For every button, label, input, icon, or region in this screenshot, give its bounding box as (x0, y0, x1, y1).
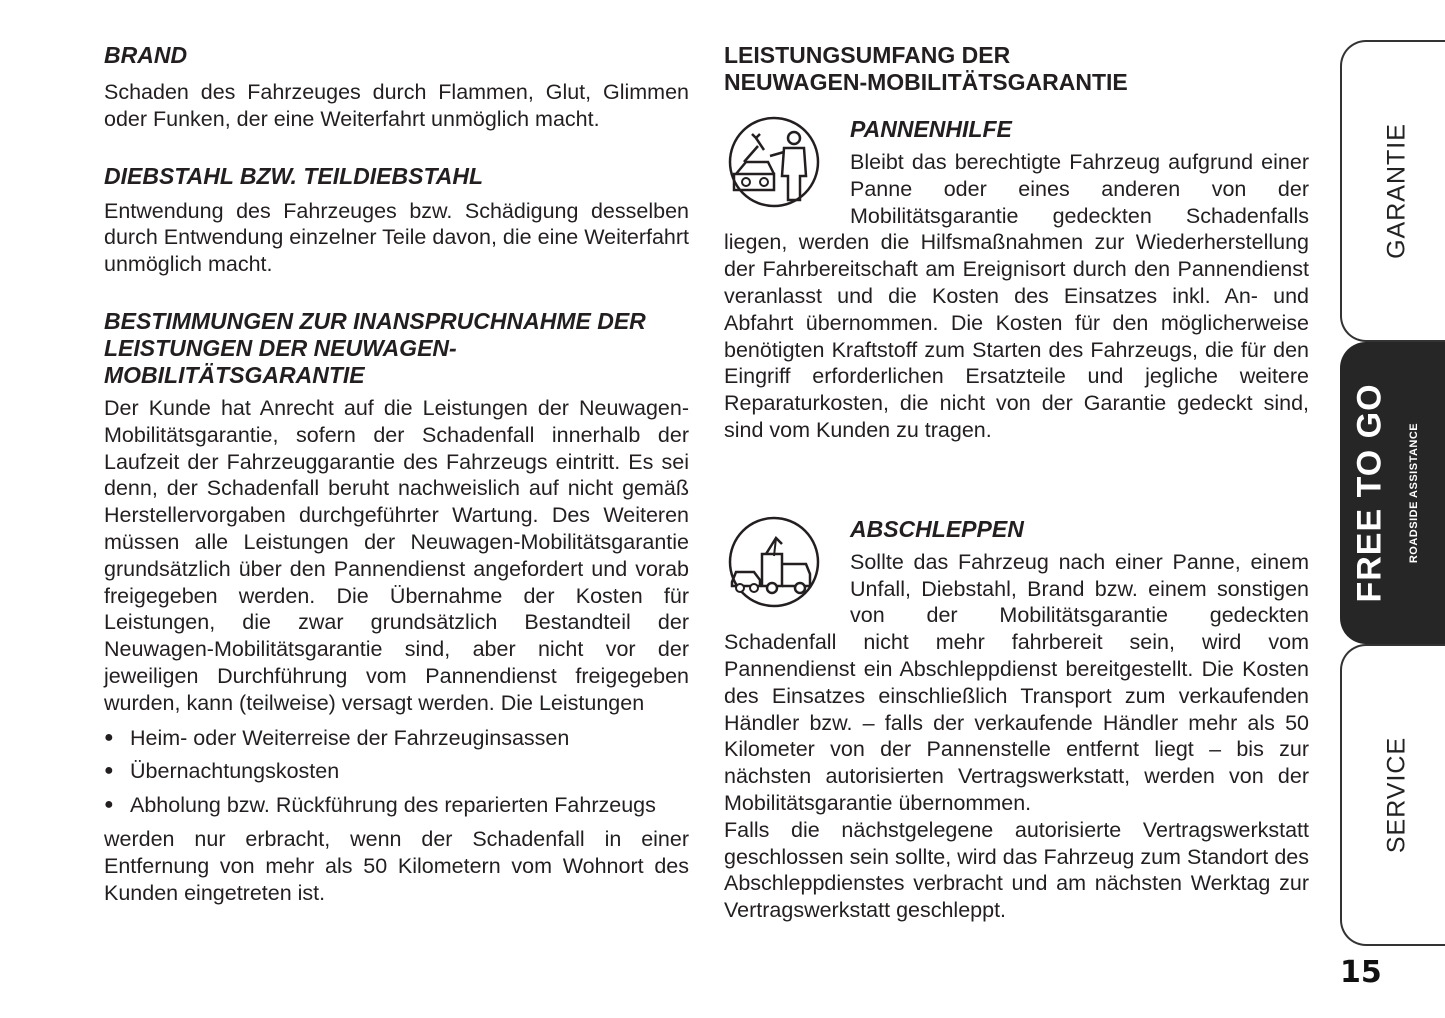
benefits-list (104, 725, 689, 819)
right-column (724, 42, 1309, 924)
breakdown-mechanic-icon (724, 116, 826, 208)
towing-text: Sollte das Fahrzeug nach einer Panne, einem Unfall, Diebstahl, Brand bzw. einem sonstigen von der Mobilitätsgarantie gedeckten Schadenfall nicht mehr fahrbereit sein, wird vom Pannendienst ein Abschleppdienst bereitgestellt. Die Kosten des Einsatzes einschließlich Transport zum verkaufenden Händler bzw. – falls der verkaufende Händler mehr als 50 Kilometer von der Pannenstelle entfernt liegt – bis zur nächsten autorisierten Vertragswerkstatt, werden von der Mobilitätsgarantie übernommen. (724, 549, 1309, 815)
free-to-go-logo (1350, 383, 1440, 603)
bullet-icon: ● (104, 728, 114, 746)
brand-text: Schaden des Fahrzeuges durch Flammen, Glut, Glimmen oder Funken, der eine Weiterfahrt unmöglich macht. (104, 80, 689, 131)
towing-text-2: Falls die nächstgelegene autorisierte Vertragswerkstatt geschlossen sein sollte, wird das Fahrzeug zum Standort des Abschleppdienstes verbracht und am nächsten Werktag zur Vertragswerkstatt geschleppt. (724, 817, 1309, 923)
towing-heading: ABSCHLEPPEN (850, 515, 1024, 542)
tab-service[interactable] (1340, 644, 1445, 946)
list-item: ● Übernachtungskosten (104, 759, 340, 784)
free-to-go-title: FREE TO GO (1350, 383, 1389, 603)
list-item: ● Abholung bzw. Rückführung des reparierten Fahrzeugs (104, 793, 656, 818)
tab-free-to-go[interactable] (1340, 342, 1445, 644)
breakdown-text: Bleibt das berechtigte Fahrzeug aufgrund einer Panne oder eines anderen von der Mobilitätsgarantie gedeckten Schadenfalls liegen, werden die Hilfsmaßnahmen zur Wiederherstellung der Fahrbereitschaft am Ereignisort durch den Pannendienst veranlasst und die Kosten des Einsatzes inkl. An- und Abfahrt übernommen. Die Kosten für den möglicherweise benötigten Kraftstoff zum Starten des Fahrzeugs, die für den Eingriff erforderlichen Ersatzteile und jegliche weitere Reparaturkosten, die nicht von der Garantie gedeckt sind, sind vom Kunden zu tragen. (724, 150, 1309, 442)
tab-garantie[interactable] (1340, 40, 1445, 342)
tow-truck-icon (724, 516, 826, 608)
brand-heading: BRAND (104, 42, 188, 68)
terms-text: Der Kunde hat Anrecht auf die Leistungen der Neuwagen-Mobilitätsgarantie, sofern der Schadenfall innerhalb der Laufzeit der Fahrzeuggarantie des Fahrzeugs eintritt. Es sei denn, der Schadenfall beruht nachweislich auf nicht gemäß Herstellervorgaben durchgeführter Wartung. Des Weiteren müssen alle Leistungen der Neuwagen-Mobilitätsgarantie grundsätzlich über den Pannendienst angefordert und vorab freigegeben werden. Die Übernahme der Kosten für Leistungen, die zwar grundsätzlich Bestandteil der Neuwagen-Mobilitätsgarantie sind, aber nicht vor der jeweiligen Durchführung vom Pannendienst freigegeben wurden, kann (teilweise) versagt werden. Die Leistungen (104, 395, 689, 715)
roadside-assistance-label: ROADSIDE ASSISTANCE (1408, 422, 1420, 564)
theft-heading: DIEBSTAHL BZW. TEILDIEBSTAHL (104, 162, 484, 189)
bullet-icon: ● (104, 762, 114, 780)
bullet-icon: ● (104, 796, 114, 814)
breakdown-section (724, 116, 1309, 444)
closing-text: werden nur erbracht, wenn der Schadenfall in einer Entfernung von mehr als 50 Kilometern vom Wohnort des Kunden eingetreten ist. (104, 826, 689, 905)
tab-service-label: SERVICE (1382, 736, 1411, 854)
breakdown-heading: PANNENHILFE (850, 116, 1012, 142)
page-number: 15 (1340, 955, 1382, 990)
tab-garantie-label: GARANTIE (1382, 123, 1411, 259)
list-item: ● Heim- oder Weiterreise der Fahrzeuginsassen (104, 725, 570, 750)
left-column (104, 42, 689, 906)
scope-heading: LEISTUNGSUMFANG DER NEUWAGEN-MOBILITÄTSGARANTIE (724, 42, 1128, 95)
terms-heading: BESTIMMUNGEN ZUR INANSPRUCHNAHME DER LEISTUNGEN DER NEUWAGEN-MOBILITÄTSGARANTIE (104, 307, 646, 388)
theft-text: Entwendung des Fahrzeuges bzw. Schädigung desselben durch Entwendung einzelner Teile davon, die eine Weiterfahrt unmöglich macht. (104, 198, 689, 277)
towing-section (724, 516, 1309, 924)
